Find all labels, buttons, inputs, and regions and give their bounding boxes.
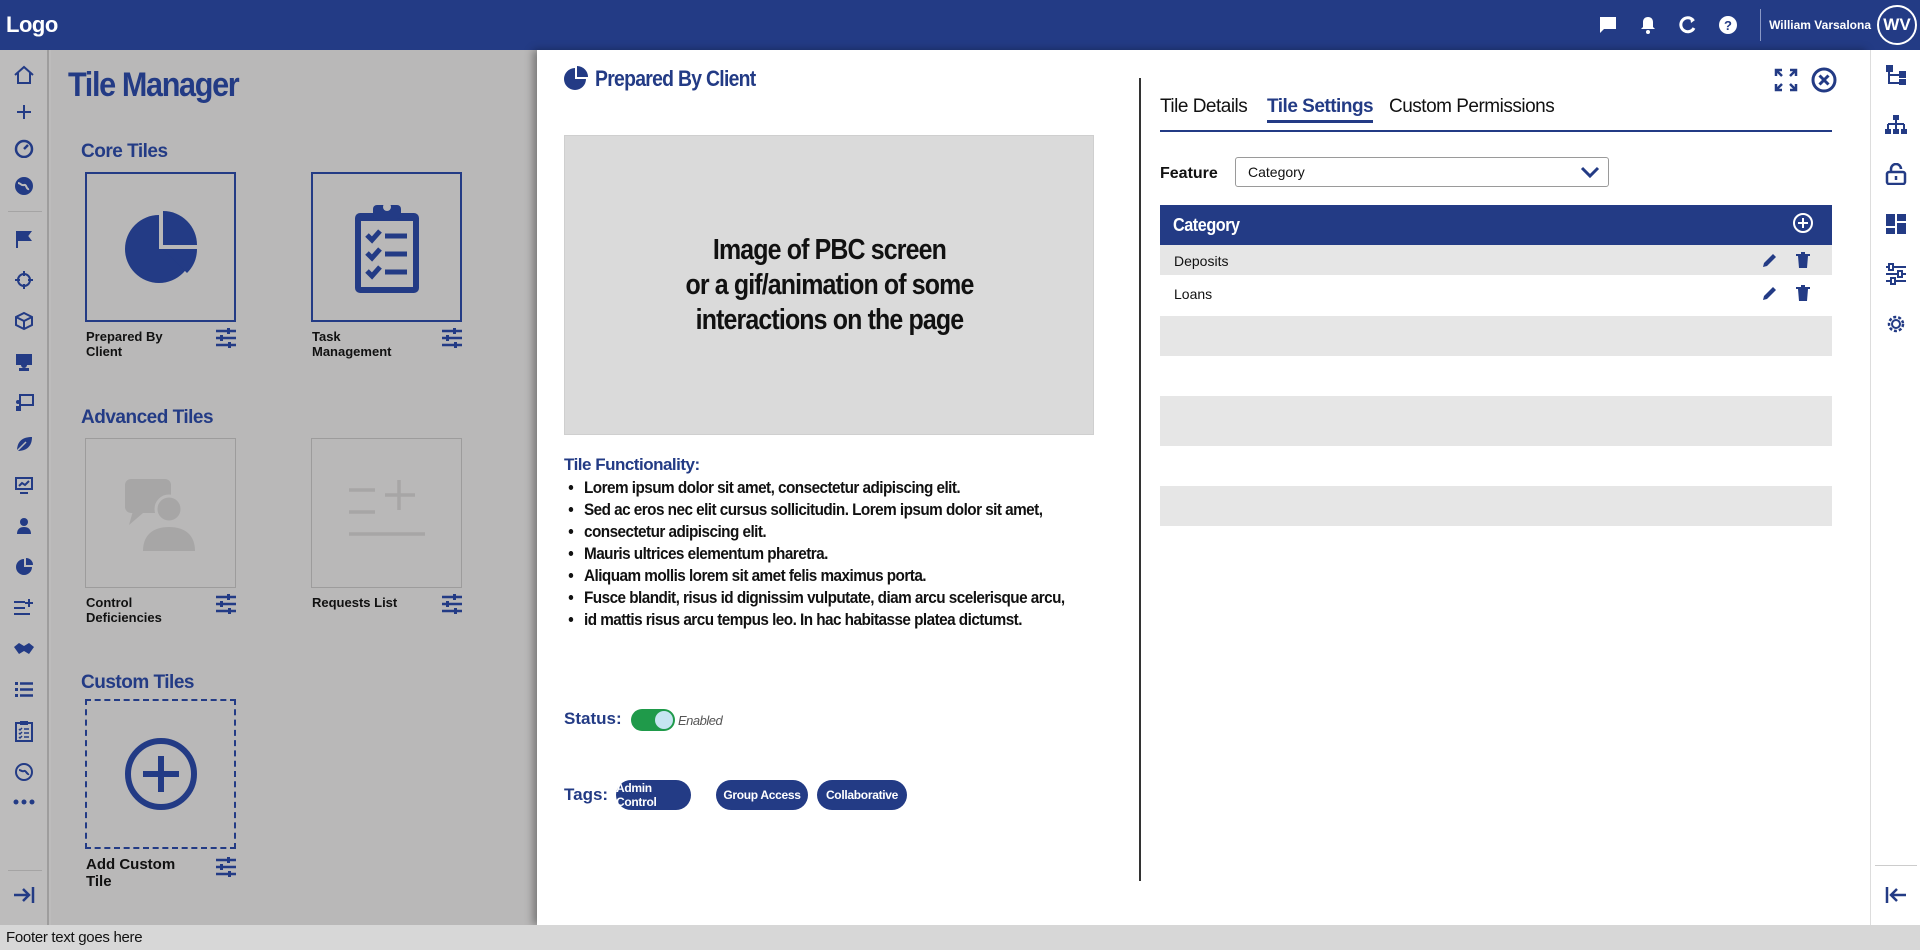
tile-label: Add Custom Tile	[86, 856, 176, 890]
preview-line: or a gif/animation of some	[684, 268, 974, 301]
person-icon[interactable]	[12, 514, 36, 538]
status-value: Enabled	[678, 713, 723, 728]
category-table-header	[1160, 205, 1832, 245]
add-category-icon[interactable]	[1792, 212, 1814, 239]
collapse-icon[interactable]	[1884, 883, 1908, 907]
globe-icon[interactable]	[12, 174, 36, 198]
preview-caption	[685, 233, 973, 338]
feature-select-value: Category	[1248, 164, 1305, 180]
close-icon[interactable]	[1811, 67, 1835, 91]
functionality-title: Tile Functionality:	[564, 455, 700, 474]
logo[interactable]: Logo	[6, 12, 58, 37]
topbar-actions	[1588, 0, 1920, 50]
tag-badge[interactable]: Admin Control	[616, 780, 691, 810]
leftbar-divider	[8, 211, 42, 212]
functionality-list	[584, 477, 1088, 631]
target-icon[interactable]	[12, 268, 36, 292]
tile-label: Task Management	[312, 329, 392, 359]
chevron-down-icon	[1580, 163, 1600, 184]
org-chart-icon[interactable]	[1884, 113, 1908, 137]
left-nav	[0, 50, 49, 925]
footer: Footer text goes here	[0, 925, 1920, 950]
tile-manager-panel	[51, 50, 537, 925]
table-row-empty	[1160, 316, 1832, 356]
topbar-divider	[1760, 9, 1761, 41]
layout-icon[interactable]	[1884, 212, 1908, 236]
section-title-custom: Custom Tiles	[81, 672, 194, 693]
feature-label: Feature	[1160, 165, 1218, 182]
monitor-chart-icon[interactable]	[12, 473, 36, 497]
tile-settings-icon[interactable]	[215, 856, 237, 878]
table-row	[1160, 245, 1832, 275]
rightbar-divider	[1875, 865, 1917, 866]
tile-task-management[interactable]	[311, 172, 462, 322]
more-icon[interactable]	[12, 790, 36, 814]
fullscreen-icon[interactable]	[1774, 68, 1798, 92]
tile-settings-icon[interactable]	[441, 593, 463, 615]
flag-icon[interactable]	[12, 227, 36, 251]
list-item: • Fusce blandit, risus id dignissim vulputate, diam arcu scelerisque arcu,	[584, 587, 1088, 609]
tile-prepared-by-client[interactable]	[85, 172, 236, 322]
pie-chart-icon	[123, 209, 199, 285]
page-title: Tile Manager	[68, 66, 239, 104]
tags-label: Tags:	[564, 785, 609, 804]
preview-line: Image of PBC screen	[712, 233, 946, 266]
add-circle-icon	[123, 736, 199, 812]
tile-label: Prepared By Client	[86, 329, 163, 359]
tab-custom-permissions[interactable]: Custom Permissions	[1389, 96, 1555, 117]
refresh-icon[interactable]	[1668, 0, 1708, 50]
tile-settings-icon[interactable]	[215, 327, 237, 349]
tile-settings-icon[interactable]	[441, 327, 463, 349]
edit-icon[interactable]	[1761, 284, 1779, 305]
home-icon[interactable]	[12, 63, 36, 87]
chat-icon[interactable]	[1588, 0, 1628, 50]
tile-settings-icon[interactable]	[215, 593, 237, 615]
preview-line: interactions on the page	[695, 303, 963, 336]
clipboard-checklist-icon	[351, 199, 423, 295]
plus-icon[interactable]	[12, 100, 36, 124]
category-header-title: Category	[1173, 215, 1240, 235]
gear-icon[interactable]	[1884, 312, 1908, 336]
sliders-icon[interactable]	[1884, 262, 1908, 286]
dashboard-icon[interactable]	[12, 136, 36, 160]
panel-divider	[1139, 78, 1141, 881]
leftbar-divider	[8, 870, 42, 871]
unlock-icon[interactable]	[1884, 162, 1908, 186]
edit-icon[interactable]	[1761, 251, 1779, 272]
trash-icon[interactable]	[1794, 284, 1812, 305]
list-item: • Mauris ultrices elementum pharetra.	[584, 543, 1088, 565]
top-bar	[0, 0, 1920, 50]
tag-badge[interactable]: Group Access	[716, 780, 808, 810]
feature-select[interactable]	[1235, 157, 1609, 187]
section-title-advanced: Advanced Tiles	[81, 407, 214, 428]
status-toggle[interactable]	[631, 709, 675, 731]
table-row	[1160, 278, 1832, 308]
leaf-icon[interactable]	[12, 432, 36, 456]
cube-icon[interactable]	[12, 309, 36, 333]
presentation-icon[interactable]	[12, 391, 36, 415]
tab-tile-details[interactable]: Tile Details	[1160, 96, 1248, 117]
list-item: • Lorem ipsum dolor sit amet, consectetur adipiscing elit.	[584, 477, 1088, 499]
user-chat-icon	[123, 475, 199, 551]
row-label: Deposits	[1174, 253, 1229, 269]
toggle-knob	[655, 711, 673, 729]
list-add-icon[interactable]	[12, 596, 36, 620]
svg-text:?: ?	[1724, 18, 1733, 33]
handshake-icon[interactable]	[12, 637, 36, 661]
globe-arrows-icon[interactable]	[12, 760, 36, 784]
pie-chart-icon	[563, 66, 589, 97]
table-row-empty	[1160, 396, 1832, 446]
list-item: • Sed ac eros nec elit cursus sollicitudin. Lorem ipsum dolor sit amet,	[584, 499, 1088, 521]
tile-label: Control Deficiencies	[86, 595, 162, 625]
list-item: • id mattis risus arcu tempus leo. In hac habitasse platea dictumst.	[584, 609, 1088, 631]
settings-tabs	[1160, 96, 1832, 132]
bell-icon[interactable]	[1628, 0, 1668, 50]
list-add-icon	[347, 478, 427, 548]
trash-icon[interactable]	[1794, 251, 1812, 272]
hierarchy-icon[interactable]	[1884, 63, 1908, 87]
tile-label: Requests List	[312, 595, 398, 610]
avatar[interactable]: WV	[1877, 5, 1917, 45]
clipboard-icon[interactable]	[12, 719, 36, 743]
section-title-core: Core Tiles	[81, 141, 168, 162]
add-custom-tile-button[interactable]	[85, 699, 236, 849]
status-label: Status:	[564, 709, 622, 728]
help-icon[interactable]	[1708, 0, 1748, 50]
table-row-empty	[1160, 486, 1832, 526]
tile-detail-panel	[537, 50, 1870, 925]
preview-image	[564, 135, 1094, 435]
user-name[interactable]: William Varsalona	[1769, 18, 1871, 32]
list-item: • consectetur adipiscing elit.	[584, 521, 1088, 543]
list-item: • Aliquam mollis lorem sit amet felis maximus porta.	[584, 565, 1088, 587]
row-label: Loans	[1174, 286, 1213, 302]
detail-title: Prepared By Client	[595, 66, 756, 91]
tile-requests-list[interactable]	[311, 438, 462, 588]
pie-chart-icon[interactable]	[12, 555, 36, 579]
tab-tile-settings[interactable]: Tile Settings	[1267, 96, 1373, 123]
right-toolbar	[1870, 50, 1920, 925]
tag-badge[interactable]: Collaborative	[817, 780, 907, 810]
expand-icon[interactable]	[12, 883, 36, 907]
user-screen-icon[interactable]	[12, 350, 36, 374]
list-icon[interactable]	[12, 678, 36, 702]
tile-control-deficiencies[interactable]	[85, 438, 236, 588]
